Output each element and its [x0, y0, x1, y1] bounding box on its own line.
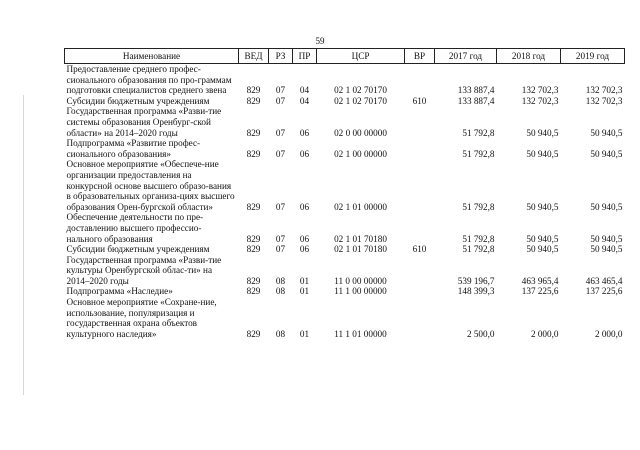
cell-2017: 51 792,8	[462, 233, 495, 244]
table-row	[65, 106, 625, 138]
cell-name: Основное мероприятие «Обеспече-ние организации предоставления на конкурсной основе высшего образо-вания в образовательных организа-циях высшего образования Орен-бургской области»	[66, 159, 235, 212]
cell-2017: 51 792,8	[462, 201, 495, 212]
cell-csr: 02 1 01 70180	[334, 233, 387, 244]
cell-csr: 02 1 01 00000	[334, 201, 387, 212]
cell-2017: 148 399,3	[457, 286, 495, 297]
budget-table	[64, 48, 625, 339]
cell-2018: 132 702,3	[521, 85, 559, 96]
header-2019: 2019 год	[561, 49, 625, 64]
cell-csr: 11 1 00 00000	[334, 286, 387, 297]
cell-2017: 133 887,4	[457, 95, 495, 106]
table-row	[65, 159, 625, 212]
header-vr: ВР	[405, 49, 435, 64]
cell-csr: 02 1 02 70170	[334, 95, 387, 106]
cell-2017: 2 500,0	[466, 328, 495, 339]
cell-vr	[405, 212, 435, 244]
cell-2019: 50 940,5	[590, 233, 623, 244]
header-rz: РЗ	[269, 49, 293, 64]
table-row	[65, 255, 625, 287]
cell-2018: 50 940,5	[526, 244, 559, 255]
cell-2017: 51 792,8	[462, 244, 495, 255]
cell-pr: 01	[299, 275, 310, 286]
cell-ved: 829	[246, 244, 261, 255]
cell-2018: 463 965,4	[521, 275, 559, 286]
table-row	[65, 96, 625, 107]
cell-csr: 02 1 01 70180	[334, 244, 387, 255]
cell-vr	[405, 64, 435, 96]
cell-pr: 06	[299, 233, 310, 244]
cell-2019: 132 702,3	[585, 95, 623, 106]
cell-csr: 02 1 02 70170	[334, 85, 387, 96]
cell-name: Предоставление среднего профес-сионального образования по про-граммам подготовки специалистов среднего звена	[66, 64, 232, 96]
cell-csr: 02 1 00 00000	[334, 148, 387, 159]
cell-name: Основное мероприятие «Сохране-ние, использование, популяризация и государственная охрана объектов культурного наследия»	[66, 297, 217, 339]
cell-2019: 137 225,6	[585, 286, 623, 297]
cell-csr: 11 0 00 00000	[334, 275, 387, 286]
cell-vr	[405, 159, 435, 212]
header-pr: ПР	[293, 49, 317, 64]
header-2017: 2017 год	[435, 49, 497, 64]
cell-vr	[405, 106, 435, 138]
cell-vr	[405, 286, 435, 297]
cell-rz: 08	[275, 286, 286, 297]
cell-2018: 50 940,5	[526, 201, 559, 212]
cell-ved: 829	[246, 201, 261, 212]
cell-pr: 06	[299, 127, 310, 138]
cell-pr: 04	[299, 85, 310, 96]
cell-2018: 2 000,0	[530, 328, 559, 339]
cell-rz: 07	[275, 148, 286, 159]
cell-rz: 07	[275, 85, 286, 96]
cell-2019: 50 940,5	[590, 201, 623, 212]
page-number: 59	[315, 36, 325, 46]
cell-pr: 06	[299, 244, 310, 255]
cell-name: Субсидии бюджетным учреждениям	[66, 95, 210, 106]
cell-name: Государственная программа «Разви-тие системы образования Оренбург-ской области» на 2014–2020 годы	[66, 106, 222, 138]
cell-2017: 51 792,8	[462, 148, 495, 159]
cell-2019: 50 940,5	[590, 244, 623, 255]
cell-rz: 08	[275, 275, 286, 286]
cell-ved: 829	[246, 328, 261, 339]
cell-ved: 829	[246, 286, 261, 297]
cell-vr	[405, 255, 435, 287]
cell-pr: 04	[299, 95, 310, 106]
cell-name: Подпрограмма «Развитие профес-сионального образования»	[66, 138, 201, 159]
cell-2018: 50 940,5	[526, 127, 559, 138]
header-2018: 2018 год	[497, 49, 561, 64]
cell-ved: 829	[246, 85, 261, 96]
table-row	[65, 212, 625, 244]
cell-ved: 829	[246, 148, 261, 159]
cell-vr: 610	[412, 95, 427, 106]
cell-2017: 51 792,8	[462, 127, 495, 138]
cell-name: Государственная программа «Разви-тие культуры Оренбургской облас-ти» на 2014–2020 годы	[66, 254, 222, 286]
table-row	[65, 138, 625, 159]
cell-rz: 07	[275, 244, 286, 255]
cell-ved: 829	[246, 275, 261, 286]
cell-2019: 50 940,5	[590, 127, 623, 138]
scan-margin-line	[23, 95, 24, 395]
header-csr: ЦСР	[317, 49, 405, 64]
cell-ved: 829	[246, 127, 261, 138]
cell-pr: 01	[299, 286, 310, 297]
cell-pr: 01	[299, 328, 310, 339]
cell-2018: 137 225,6	[521, 286, 559, 297]
cell-rz: 07	[275, 233, 286, 244]
cell-csr: 11 1 01 00000	[334, 328, 387, 339]
table-row	[65, 297, 625, 339]
cell-name: Обеспечение деятельности по пре-доставлению высшего профессио-нального образования	[66, 212, 204, 244]
cell-2019: 50 940,5	[590, 148, 623, 159]
cell-vr: 610	[412, 244, 427, 255]
cell-2017: 133 887,4	[457, 85, 495, 96]
cell-vr	[405, 138, 435, 159]
cell-vr	[405, 297, 435, 339]
cell-rz: 08	[275, 328, 286, 339]
cell-rz: 07	[275, 127, 286, 138]
table-header-row	[65, 49, 625, 64]
cell-pr: 06	[299, 201, 310, 212]
table-row	[65, 244, 625, 255]
cell-pr: 06	[299, 148, 310, 159]
cell-ved: 829	[246, 233, 261, 244]
cell-2018: 132 702,3	[521, 95, 559, 106]
cell-2018: 50 940,5	[526, 148, 559, 159]
cell-rz: 07	[275, 201, 286, 212]
table-body	[65, 64, 625, 340]
cell-2019: 2 000,0	[594, 328, 623, 339]
cell-csr: 02 0 00 00000	[334, 127, 387, 138]
cell-name: Подпрограмма «Наследие»	[66, 286, 173, 297]
header-name: Наименование	[65, 49, 239, 64]
cell-2017: 539 196,7	[457, 275, 495, 286]
cell-2019: 132 702,3	[585, 85, 623, 96]
cell-name: Субсидии бюджетным учреждениям	[66, 244, 210, 255]
table-row	[65, 286, 625, 297]
cell-2019: 463 465,4	[585, 275, 623, 286]
cell-2018: 50 940,5	[526, 233, 559, 244]
cell-rz: 07	[275, 95, 286, 106]
header-ved: ВЕД	[239, 49, 269, 64]
table-row	[65, 64, 625, 96]
cell-ved: 829	[246, 95, 261, 106]
